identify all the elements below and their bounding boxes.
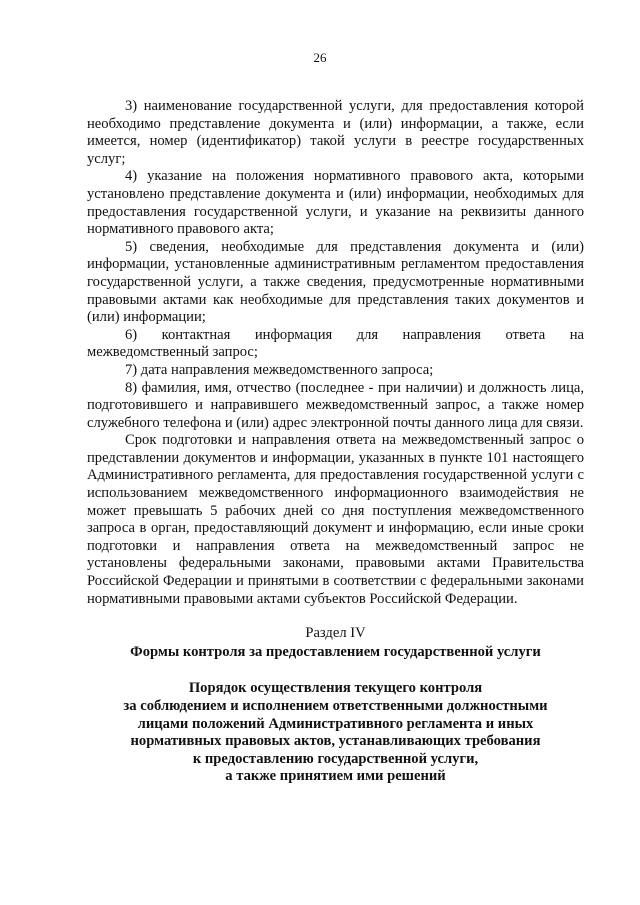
list-item-5: 5) сведения, необходимые для представления документа и (или) информации, установленные административным регламентом предоставления государственной услуги, а также сведения, предусмотренные нормативными правовыми актами как необходимые для представления таких документов и (или) информации;	[87, 238, 584, 326]
subsection-title-line: за соблюдением и исполнением ответственными должностными	[123, 698, 548, 714]
list-item-6: 6) контактная информация для направления ответа на межведомственный запрос;	[87, 326, 584, 361]
list-item-7: 7) дата направления межведомственного запроса;	[125, 361, 434, 378]
subsection-title-line: нормативных правовых актов, устанавливающих требования	[130, 733, 541, 750]
subsection-title-line: а также принятием ими решений	[225, 768, 446, 785]
list-item-4: 4) указание на положения нормативного правового акта, которыми установлено представление документа и (или) информации, необходимых для предоставления государственной услуги, и указание на реквизиты данного нормативного правового акта;	[87, 168, 584, 238]
section-title: Формы контроля за предоставлением государственной услуги	[130, 643, 541, 660]
subsection-title-line: Порядок осуществления текущего контроля	[188, 680, 483, 697]
subsection-title	[87, 680, 584, 786]
page-number: 26	[313, 50, 327, 65]
section-heading: Раздел IV	[305, 625, 366, 642]
list-item-8: 8) фамилия, имя, отчество (последнее - при наличии) и должность лица, подготовившего и направившего межведомственный запрос, а также номер служебного телефона и (или) адрес электронной почты данного лица для связи.	[87, 379, 584, 431]
deadline-paragraph: Срок подготовки и направления ответа на межведомственный запрос о представлении документов и информации, указанных в пункте 101 настоящего Административного регламента, для предоставления государственной услуги с использованием межведомственного информационного взаимодействия не может превышать 5 рабочих дней со дня поступления межведомственного запроса в орган, предоставляющий документ и информацию, если иные сроки подготовки и направления ответа на межведомственный запрос не установлены федеральными законами, правовыми актами Правительства Российской Федерации и принятыми в соответствии с федеральными законами нормативными правовыми актами субъектов Российской Федерации.	[87, 432, 584, 607]
subsection-title-line: к предоставлению государственной услуги,	[192, 750, 479, 767]
subsection-title-line: лицами положений Административного регламента и иных	[137, 715, 534, 732]
list-item-3: 3) наименование государственной услуги, для предоставления которой необходимо представление документа и (или) информации, а также, если имеется, номер (идентификатор) такой услуги в реестре государственных услуг;	[87, 98, 584, 167]
document-body	[87, 98, 584, 786]
